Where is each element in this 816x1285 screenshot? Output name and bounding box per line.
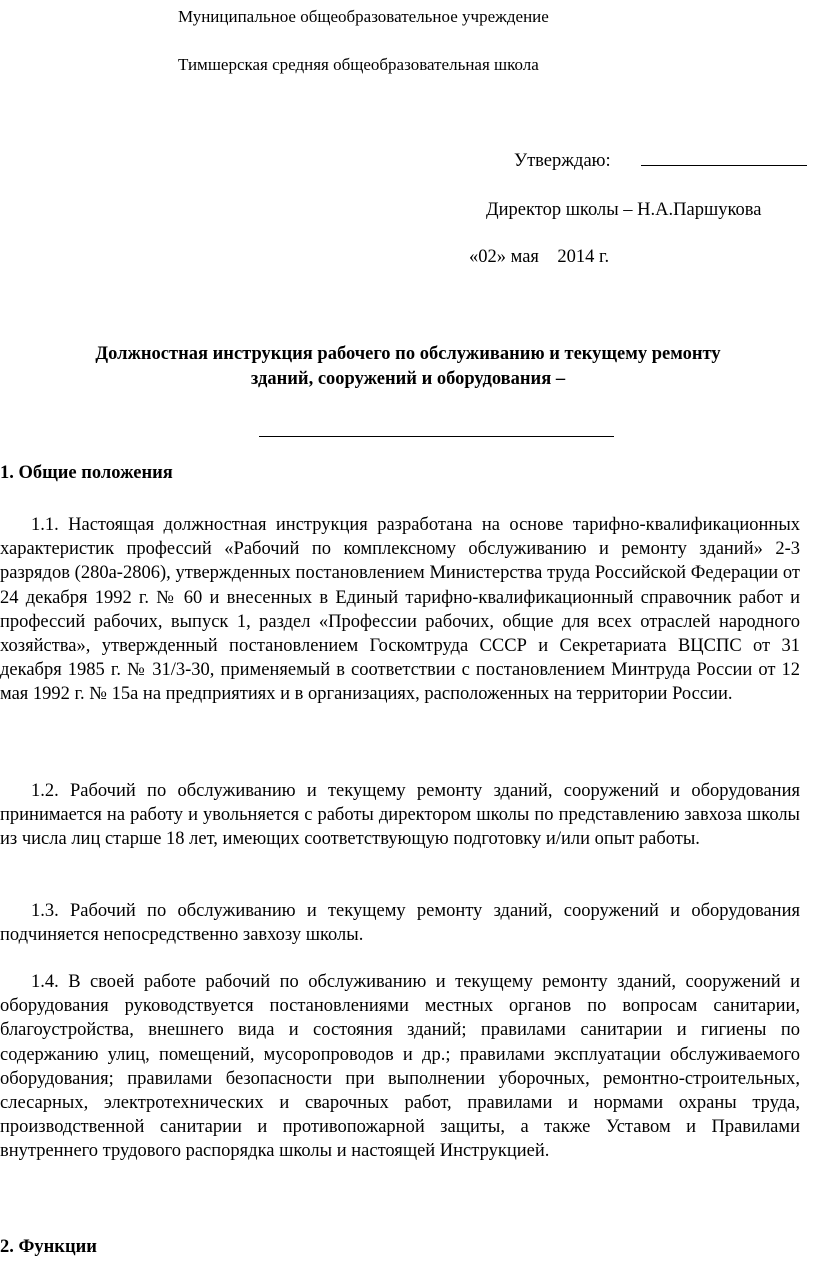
section-heading-functions: 2. Функции [0, 1237, 97, 1257]
title-line-1: Должностная инструкция рабочего по обслуживанию и текущему ремонту [95, 344, 721, 364]
document-title [40, 342, 776, 392]
approval-block [514, 151, 807, 172]
paragraph-1-2: 1.2. Рабочий по обслуживанию и текущему ремонту зданий, сооружений и оборудования принимается на работу и увольняется с работы директором школы по представлению завхоза школы из числа лиц старше 18 лет, имеющих соответствующую подготовку и/или опыт работы. [0, 781, 800, 850]
director-name: Директор школы – Н.А.Паршукова [486, 200, 762, 220]
school-name: Тимшерская средняя общеобразовательная школа [178, 55, 539, 74]
approval-date: «02» мая 2014 г. [469, 247, 610, 267]
paragraph-1-3: 1.3. Рабочий по обслуживанию и текущему ремонту зданий, сооружений и оборудования подчиняется непосредственно завхозу школы. [0, 901, 800, 946]
paragraph-1-4: 1.4. В своей работе рабочий по обслуживанию и текущему ремонту зданий, сооружений и оборудования руководствуется постановлениями местных органов по вопросам санитарии, благоустройства, внешнего вида и состояния зданий; правилами санитарии и гигиены по содержанию улиц, помещений, мусоропроводов и др.; правилами эксплуатации обслуживаемого оборудования; правилами безопасности при выполнении уборочных, ремонтно-строительных, слесарных, электротехнических и сварочных работ, правилами и нормами охраны труда, производственной санитарии и противопожарной защиты, а также Уставом и Правилами внутреннего трудового распорядка школы и настоящей Инструкцией. [0, 972, 800, 1162]
approval-label: Утверждаю: [514, 151, 611, 171]
paragraph-1-1: 1.1. Настоящая должностная инструкция разработана на основе тарифно-квалификационных характеристик профессий «Рабочий по комплексному обслуживанию и ремонту зданий» 2-3 разрядов (280а-2806), утвержденных постановлением Министерства труда Российской Федерации от 24 декабря 1992 г. № 60 и внесенных в Единый тарифно-квалификационный справочник работ и профессий рабочих, выпуск 1, раздел «Профессии рабочих, общие для всех отраслей народного хозяйства», утвержденный постановлением Госкомтруда СССР и Секретариата ВЦСПС от 31 декабря 1985 г. № 31/3-30, применяемый в соответствии с постановлением Минтруда России от 12 мая 1992 г. № 15а на предприятиях и в организациях, расположенных на территории России. [0, 515, 800, 705]
signature-line [641, 164, 807, 166]
title-line-2: зданий, сооружений и оборудования – [250, 369, 566, 389]
section-heading-general: 1. Общие положения [0, 463, 173, 483]
title-blank-line [259, 436, 614, 437]
institution-name: Муниципальное общеобразовательное учреждение [178, 7, 549, 26]
